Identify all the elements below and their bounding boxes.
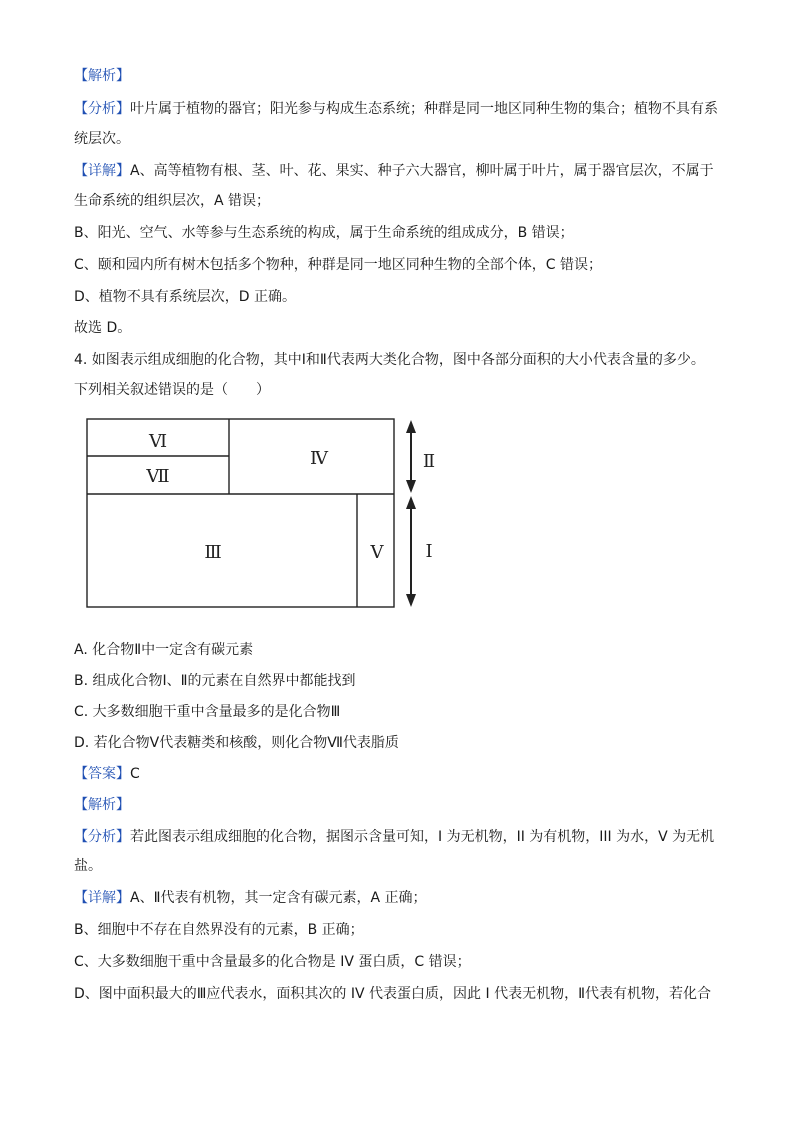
xiangjie-text-cont: 生命系统的组织层次，A 错误；: [74, 193, 271, 209]
arrow-ii-up-icon: [406, 420, 416, 433]
xiangjie-text-2: A、Ⅱ代表有机物，其一定含有碳元素，A 正确；: [130, 890, 427, 906]
detail2-line-c: C、大多数细胞干重中含量最多的化合物是 IV 蛋白质，C 错误；: [74, 954, 471, 970]
option-a: A. 化合物Ⅱ中一定含有碳元素: [74, 642, 254, 658]
option-c: C. 大多数细胞干重中含量最多的是化合物Ⅲ: [74, 704, 341, 720]
label-v: Ⅴ: [370, 542, 384, 563]
xiangjie-text: A、高等植物有根、茎、叶、花、果实、种子六大器官，柳叶属于叶片，属于器官层次，不属于: [130, 163, 714, 179]
xiangjie-label-2: 【详解】: [74, 890, 130, 906]
figure-outer-box: [87, 419, 394, 607]
fenxi-text-2: 若此图表示组成细胞的化合物，据图示含量可知，I 为无机物，II 为有机物，III 为水，V 为无机: [130, 829, 715, 845]
analysis-label-2: 【解析】: [74, 797, 130, 813]
arrow-i-down-icon: [406, 594, 416, 607]
fenxi-text-cont: 统层次。: [74, 131, 130, 147]
label-ii: Ⅱ: [422, 451, 436, 472]
detail-line-d: D、植物不具有系统层次，D 正确。: [74, 289, 297, 305]
detail2-line-d: D、图中面积最大的Ⅲ应代表水，面积其次的 IV 代表蛋白质，因此 I 代表无机物，Ⅱ代表有机物，若化合: [74, 986, 711, 1002]
analysis-paragraph-2-cont: [74, 857, 724, 875]
label-iv: Ⅳ: [310, 448, 328, 469]
conclusion-line: 故选 D。: [74, 320, 132, 336]
label-vii: Ⅶ: [146, 466, 170, 487]
answer-line: [74, 765, 724, 783]
label-vi: Ⅵ: [148, 431, 168, 452]
question-stem-cont: 下列相关叙述错误的是（ ）: [74, 382, 270, 398]
answer-label: 【答案】: [74, 766, 130, 782]
detail-paragraph-2: [74, 889, 724, 907]
option-b: B. 组成化合物Ⅰ、Ⅱ的元素在自然界中都能找到: [74, 673, 356, 689]
analysis-heading-2: [74, 796, 724, 814]
xiangjie-label: 【详解】: [74, 163, 130, 179]
fenxi-text: 叶片属于植物的器官；阳光参与构成生态系统；种群是同一地区同种生物的集合；植物不具有系: [130, 101, 718, 117]
fenxi-text-2-cont: 盐。: [74, 858, 102, 874]
detail-line-c: C、颐和园内所有树木包括多个物种，种群是同一地区同种生物的全部个体，C 错误；: [74, 257, 602, 273]
question-stem: 4. 如图表示组成细胞的化合物，其中Ⅰ和Ⅱ代表两大类化合物，图中各部分面积的大小代表含量的多少。: [74, 352, 705, 368]
analysis-label: 【解析】: [74, 68, 130, 84]
fenxi-label: 【分析】: [74, 101, 130, 117]
answer-value: C: [130, 766, 140, 782]
label-iii: Ⅲ: [204, 542, 222, 563]
detail-line-b: B、阳光、空气、水等参与生态系统的构成，属于生命系统的组成成分，B 错误；: [74, 225, 574, 241]
option-d: D. 若化合物Ⅴ代表糖类和核酸，则化合物Ⅶ代表脂质: [74, 735, 399, 751]
fenxi-label-2: 【分析】: [74, 829, 130, 845]
label-i: Ⅰ: [425, 541, 433, 562]
analysis-paragraph-2: [74, 828, 724, 846]
arrow-i-up-icon: [406, 496, 416, 509]
arrow-ii-down-icon: [406, 480, 416, 493]
detail2-line-b: B、细胞中不存在自然界没有的元素，B 正确；: [74, 922, 364, 938]
